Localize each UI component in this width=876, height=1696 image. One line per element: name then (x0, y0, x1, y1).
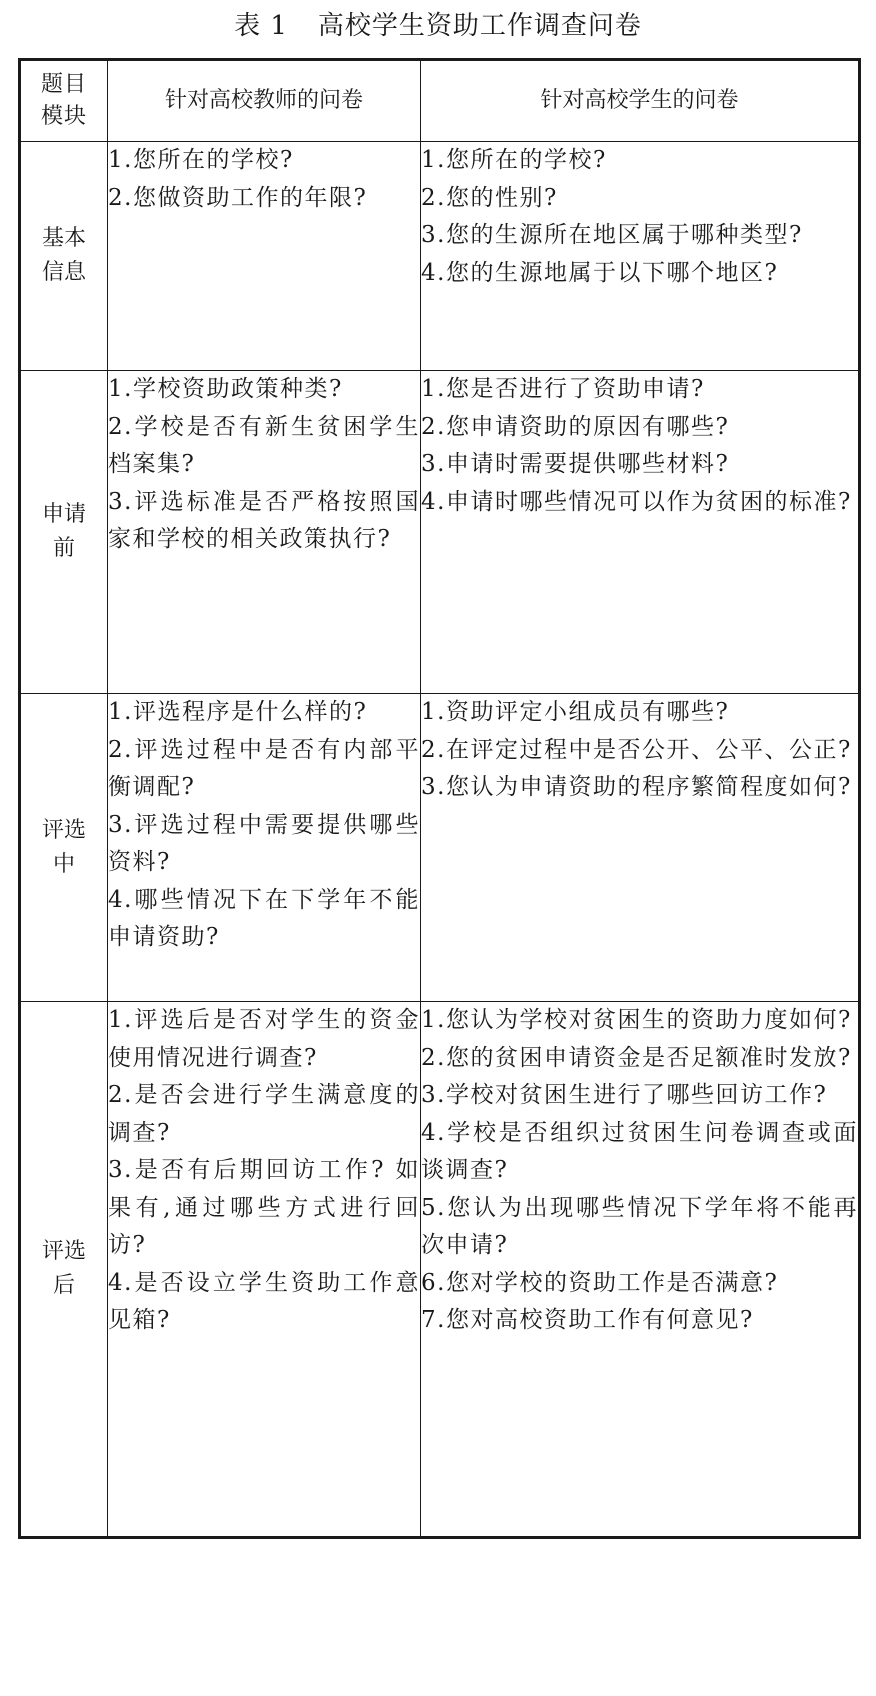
student-questions (421, 371, 860, 694)
table-title: 高校学生资助工作调查问卷 (317, 11, 642, 41)
student-questions (421, 142, 860, 371)
teacher-questions (108, 371, 421, 694)
question-item: 3.评选标准是否严格按照国家和学校的相关政策执行? (108, 488, 420, 552)
table-number: 表 1 (234, 11, 288, 41)
question-item: 2.在评定过程中是否公开、公平、公正? (421, 736, 852, 763)
table-row (20, 142, 860, 371)
question-item: 1.您所在的学校? (421, 147, 607, 173)
table-row (20, 1002, 860, 1538)
question-item: 4.申请时哪些情况可以作为贫困的标准? (421, 488, 852, 515)
question-item: 3.评选过程中需要提供哪些资料? (108, 811, 420, 875)
question-item: 3.申请时需要提供哪些材料? (421, 451, 730, 477)
question-item: 1.评选程序是什么样的? (108, 699, 368, 725)
question-item: 1.您认为学校对贫困生的资助力度如何? (421, 1007, 852, 1033)
question-item: 6.您对学校的资助工作是否满意? (421, 1269, 779, 1296)
question-item: 5.您认为出现哪些情况下学年将不能再次申请? (421, 1194, 858, 1258)
teacher-questions (108, 1002, 421, 1538)
question-item: 4.学校是否组织过贫困生问卷调查或面谈调查? (421, 1119, 858, 1183)
question-item: 1.您是否进行了资助申请? (421, 376, 705, 402)
table-body (20, 142, 860, 1538)
question-item: 3.是否有后期回访工作? 如果有,通过哪些方式进行回访? (108, 1157, 420, 1258)
header-row (20, 60, 860, 142)
module-cell: 评选后 (20, 1002, 108, 1538)
question-item: 3.您认为申请资助的程序繁简程度如何? (421, 774, 852, 800)
table-row (20, 371, 860, 694)
question-item: 2.您做资助工作的年限? (108, 184, 368, 211)
header-module: 题目模块 (20, 60, 108, 142)
survey-table (18, 58, 861, 1539)
question-item: 3.学校对贫困生进行了哪些回访工作? (421, 1082, 828, 1108)
question-item: 2.评选过程中是否有内部平衡调配? (108, 736, 420, 800)
teacher-questions (108, 694, 421, 1002)
module-cell: 基本信息 (20, 142, 108, 371)
question-item: 2.您申请资助的原因有哪些? (421, 413, 730, 440)
question-item: 2.您的贫困申请资金是否足额准时发放? (421, 1044, 852, 1071)
question-item: 2.您的性别? (421, 184, 558, 211)
teacher-questions (108, 142, 421, 371)
question-item: 4.哪些情况下在下学年不能申请资助? (108, 886, 420, 950)
header-teacher: 针对高校教师的问卷 (108, 60, 421, 142)
question-item: 4.是否设立学生资助工作意见箱? (108, 1269, 420, 1333)
module-cell: 申请前 (20, 371, 108, 694)
header-student: 针对高校学生的问卷 (421, 60, 860, 142)
question-item: 3.您的生源所在地区属于哪种类型? (421, 222, 803, 248)
question-item: 1.您所在的学校? (108, 147, 294, 173)
table-caption (0, 6, 876, 46)
table-header (20, 60, 860, 142)
question-item: 2.学校是否有新生贫困学生档案集? (108, 413, 420, 477)
question-item: 1.资助评定小组成员有哪些? (421, 699, 730, 725)
question-item: 7.您对高校资助工作有何意见? (421, 1307, 754, 1333)
question-item: 4.您的生源地属于以下哪个地区? (421, 259, 779, 286)
question-item: 2.是否会进行学生满意度的调查? (108, 1082, 420, 1146)
question-item: 1.学校资助政策种类? (108, 376, 343, 402)
module-cell: 评选中 (20, 694, 108, 1002)
table-row (20, 694, 860, 1002)
student-questions (421, 1002, 860, 1538)
student-questions (421, 694, 860, 1002)
question-item: 1.评选后是否对学生的资金使用情况进行调查? (108, 1007, 420, 1071)
